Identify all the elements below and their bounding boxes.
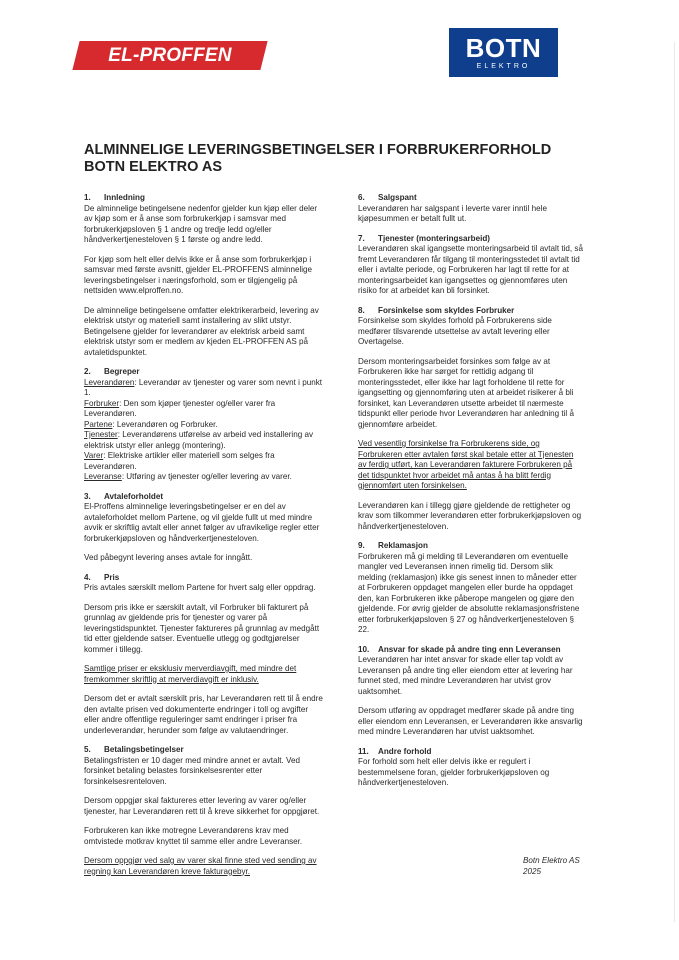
section-number: 2. (84, 367, 91, 376)
paragraph: Dersom utføring av oppdraget medfører skade på andre ting eller eiendom enn Leveransen, er Leverandøren ikke ansvarlig med mindre Leverandøren har utvist uaktsomhet. (358, 706, 583, 736)
section-number: 8. (358, 305, 365, 315)
section-title: Pris (104, 572, 120, 582)
definition: : Den som kjøper tjenester og/eller varer fra Leverandøren. (84, 398, 276, 418)
section-title: Innledning (104, 193, 145, 202)
paragraph-underlined: Dersom oppgjør ved salg av varer skal finne sted ved sending av regning kan Leverandøren kreve fakturagebyr. (84, 856, 317, 876)
definition-varer (84, 451, 324, 472)
paragraph: Leverandøren skal igangsette monteringsarbeid til avtalt tid, så fremt Leverandøren får tilgang til monteringsstedet til avtalt tid eller i avtalte periode, og Forbrukeren har lagt til rette for at monteringsarbeidet kan igangsettes og gjennomføres uten risiko for at arbeidet kan bli forsinket. (358, 244, 583, 295)
section-5 (84, 745, 324, 877)
title-line-2: BOTN ELEKTRO AS (84, 159, 223, 175)
signature-year: 2025 (523, 866, 542, 876)
signature-company: Botn Elektro AS (523, 856, 580, 865)
section-11 (358, 747, 583, 789)
paragraph: Betalingsfristen er 10 dager med mindre annet er avtalt. Ved forsinket betaling belastes forsinkelsesrenter etter forsinkelsesrenteloven. (84, 755, 300, 786)
section-heading (84, 573, 324, 584)
section-heading (84, 492, 324, 503)
botn-elektro-logo (449, 28, 558, 77)
section-number: 5. (84, 745, 91, 754)
section-heading (84, 745, 324, 756)
page-edge-line (674, 42, 675, 922)
paragraph: Forbrukeren må gi melding til Leverandøren om eventuelle mangler ved Leveransen innen rimelig tid. Dersom slik melding (reklamasjon) ikke gis senest innen to måneder etter at Forbrukeren oppdaget mangelen eller burde ha oppdaget den, kan Forbrukeren ikke påberope mangelen og gjøre den gjeldende. For øvrig gjelder de absolutte reklamasjonsfristene etter forbrukerkjøpsloven § 27 og håndverkertjenesteloven § 22. (358, 551, 580, 634)
paragraph: Forbrukeren kan ikke motregne Leverandørens krav med omtvistede motkrav knyttet til samme eller andre Leveranser. (84, 826, 303, 846)
paragraph: For kjøp som helt eller delvis ikke er å anse som forbrukerkjøp i samsvar med første avsnitt, gjelder EL-PROFFENS alminnelige leveringsbetingelser i næringsforhold, som er tilgjengelig på nettsiden www.elproffen.no. (84, 254, 313, 295)
paragraph: For forhold som helt eller delvis ikke er regulert i bestemmelsene foran, gjelder forbrukerkjøpsloven og håndverkertjenesteloven. (358, 757, 550, 787)
botn-logo-text: BOTN (465, 33, 542, 63)
section-number: 1. (84, 193, 91, 202)
section-heading (358, 541, 583, 552)
section-title: Forsinkelse som skyldes Forbruker (378, 305, 515, 315)
paragraph: Leverandøren har salgspant i leverte varer inntil hele kjøpesummen er betalt fullt ut. (358, 203, 547, 223)
section-heading (84, 193, 324, 204)
section-title: Avtaleforholdet (104, 491, 164, 501)
paragraph: Dersom pris ikke er særskilt avtalt, vil Forbruker bli fakturert på grunnlag av gjeldende pris for tjenester og varer på leveringstidspunktet. Tjenester faktureres på grunnlag av medgått tid etter gjeldende satser. Eventuelle utlegg og godtgjørelser kommer i tillegg. (84, 602, 320, 654)
definition: : Leverandørens utførelse av arbeid ved installering av elektrisk utstyr eller anlegg (montering). (84, 430, 313, 450)
section-8 (358, 306, 583, 533)
definition-partene (84, 420, 324, 431)
paragraph-underlined: Samtlige priser er eksklusiv merverdiavgift, med mindre det fremkommer skriftlig at merverdiavgift er inklusiv. (84, 664, 297, 684)
section-title: Begreper (104, 367, 140, 376)
term: Varer (84, 451, 104, 460)
right-column (358, 193, 583, 798)
section-title: Andre forhold (378, 746, 432, 756)
section-heading (358, 306, 583, 317)
title-line-1: ALMINNELIGE LEVERINGSBETINGELSER I FORBRUKERFORHOLD (84, 142, 552, 158)
paragraph: Dersom oppgjør skal faktureres etter levering av varer og/eller tjenester, har Leverandøren rett til å kreve sikkerhet for oppgjøret. (84, 796, 320, 816)
section-heading (358, 645, 583, 656)
signature (523, 856, 580, 877)
elektro-logo-text: ELEKTRO (476, 63, 531, 70)
paragraph: Dersom monteringsarbeidet forsinkes som følge av at Forbrukeren ikke har sørget for rettidig adgang til monteringsstedet, eller ikke har lagt forholdene til rette for igangsetting og gjennomføring uten at arbeidet risikerer å bli forsinket, kan Leverandøren utsette arbeidet til nærmeste tidspunkt eller periode hvor Leverandøren har anledning til å gjennomføre arbeidet. (358, 356, 574, 429)
el-proffen-logo-text: EL-PROFFEN (108, 45, 232, 66)
definition-leveranse (84, 472, 324, 483)
section-2 (84, 367, 324, 483)
paragraph: De alminnelige betingelsene omfatter elektrikerarbeid, levering av elektrisk utstyr og materiell samt installering av slikt utstyr. Betingelsene gjelder for leverandører av elektrisk arbeid samt elektrisk utstyr som er medlem av kjeden EL-PROFFEN AS på avtaletidspunktet. (84, 305, 319, 357)
paragraph: Leverandøren kan i tillegg gjøre gjeldende de rettigheter og krav som tilkommer leverandøren etter forbrukerkjøpsloven og håndverkertjenesteloven. (358, 500, 582, 531)
section-number: 4. (84, 572, 91, 582)
section-title: Tjenester (monteringsarbeid) (378, 233, 490, 243)
definition: : Utføring av tjenester og/eller levering av varer. (121, 472, 292, 481)
section-title: Reklamasjon (378, 541, 428, 550)
section-6 (358, 193, 583, 225)
paragraph: Pris avtales særskilt mellom Partene for hvert salg eller oppdrag. (84, 583, 316, 592)
section-number: 9. (358, 541, 365, 550)
left-column (84, 193, 324, 886)
definition: : Elektriske artikler eller materiell som selges fra Leverandøren. (84, 451, 275, 471)
section-heading (358, 747, 583, 758)
term: Tjenester (84, 430, 118, 439)
definition: : Leverandøren og Forbruker. (112, 419, 218, 429)
section-number: 10. (358, 644, 370, 654)
paragraph: Ved påbegynt levering anses avtale for inngått. (84, 553, 253, 562)
section-1 (84, 193, 324, 358)
paragraph: Leverandøren har intet ansvar for skade eller tap voldt av Leveransen på andre ting eller eiendom etter at levering har funnet sted, med mindre Leverandøren har utvist grov uaktsomhet. (358, 655, 573, 696)
section-7 (358, 234, 583, 297)
section-title: Betalingsbetingelser (104, 745, 184, 754)
definition: : Leverandør av tjenester og varer som nevnt i punkt 1. (84, 377, 323, 397)
definition-tjenester (84, 430, 324, 451)
section-heading (84, 367, 324, 378)
section-number: 7. (358, 233, 365, 243)
term: Partene (84, 419, 113, 429)
definition-forbruker (84, 399, 324, 420)
section-number: 11. (358, 746, 369, 756)
paragraph: El-Proffens alminnelige leveringsbetingelser er en del av avtaleforholdet mellom Partene, og vil gjelde fullt ut med mindre avvik er skriftlig avtalt eller annet følger av ufravikelige regler etter forbrukerkjøpsloven og håndverkertjenesteloven. (84, 502, 320, 543)
paragraph: Forsinkelse som skyldes forhold på Forbrukerens side medfører tilsvarende utsettelse av avtalt levering eller Overtagelse. (358, 316, 552, 346)
definition-leverandoren (84, 378, 324, 399)
section-title: Salgspant (378, 193, 417, 202)
term: Leverandøren (84, 377, 135, 387)
section-heading (358, 234, 583, 245)
section-10 (358, 645, 583, 738)
section-number: 6. (358, 193, 365, 202)
section-number: 3. (84, 491, 91, 501)
section-4 (84, 573, 324, 737)
paragraph: De alminnelige betingelsene nedenfor gjelder kun kjøp eller deler av kjøp som er å anse som forbrukerkjøp i samsvar med forbrukerkjøpsloven § 1 andre og tredje ledd og/eller håndverkertjenesteloven § 1 første og andre ledd. (84, 203, 318, 244)
section-title: Ansvar for skade på andre ting enn Leveransen (378, 644, 561, 654)
paragraph: Dersom det er avtalt særskilt pris, har Leverandøren rett til å endre den avtalte prisen ved dokumenterte endringer i toll og avgifter eller andre offentlige reguleringer samt endringer i priser fra underleverandør, herunder som følge av valutaendringer. (84, 694, 323, 735)
document-title (84, 142, 604, 176)
term: Leveranse (84, 472, 122, 481)
paragraph-underlined: Ved vesentlig forsinkelse fra Forbrukerens side, og Forbrukeren etter avtalen først skal betale etter at Tjenesten av ferdig utført, kan Leverandøren fakturere Forbrukeren på det tidspunktet hvor arbeidet må antas å ha blitt ferdig gjennomført uten forsinkelsen. (358, 439, 574, 490)
section-9 (358, 541, 583, 636)
el-proffen-logo (72, 41, 267, 70)
section-heading (358, 193, 583, 204)
term: Forbruker (84, 398, 120, 408)
section-3 (84, 492, 324, 564)
